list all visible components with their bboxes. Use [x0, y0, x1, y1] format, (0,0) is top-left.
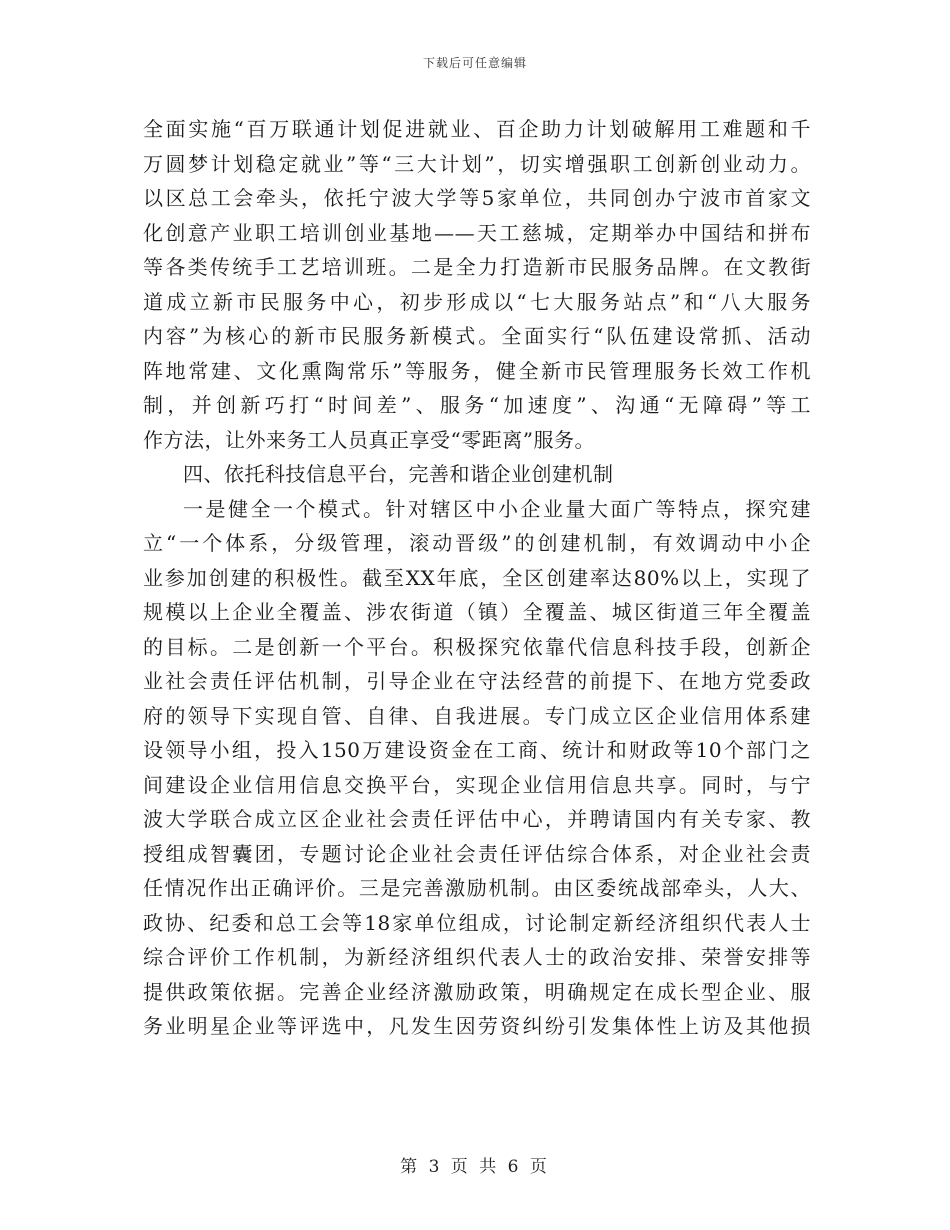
body-line: 务业明星企业等评选中，凡发生因劳资纠纷引发集体性上访及其他损 [143, 1014, 811, 1038]
body-line: 万圆梦计划稳定就业”等“三大计划”，切实增强职工创新创业动力。 [143, 151, 811, 176]
body-line: 提供政策依据。完善企业经济激励政策，明确规定在成长型企业、服 [143, 979, 811, 1004]
body-line: 等各类传统手工艺培训班。二是全力打造新市民服务品牌。在文教街 [143, 255, 811, 279]
body-line: 阵地常建、文化熏陶常乐”等服务，健全新市民管理服务长效工作机 [143, 358, 811, 383]
body-line: 规模以上企业全覆盖、涉农街道（镇）全覆盖、城区街道三年全覆盖 [143, 600, 811, 624]
body-line: 作方法，让外来务工人员真正享受“零距离”服务。 [143, 427, 595, 452]
section-heading: 四、依托科技信息平台，完善和谐企业创建机制 [183, 462, 614, 486]
body-line: 波大学联合成立区企业社会责任评估中心，并聘请国内有关专家、教 [143, 807, 811, 831]
body-line: 制，并创新巧打“时间差”、服务“加速度”、沟通“无障碍”等工 [143, 393, 811, 417]
body-line: 综合评价工作机制，为新经济组织代表人士的政治安排、荣誉安排等 [143, 945, 811, 969]
page-number: 第 3 页 共 6 页 [400, 1157, 550, 1177]
document-body [143, 112, 811, 1044]
body-line: 业参加创建的积极性。截至XX年底，全区创建率达80%以上，实现了 [143, 565, 811, 590]
body-line: 设领导小组，投入150万建设资金在工商、统计和财政等10个部门之 [143, 738, 811, 762]
body-line: 间建设企业信用信息交换平台，实现企业信用信息共享。同时，与宁 [143, 772, 811, 797]
body-line: 立“一个体系，分级管理，滚动晋级”的创建机制，有效调动中小企 [143, 531, 811, 555]
body-line: 授组成智囊团，专题讨论企业社会责任评估综合体系，对企业社会责 [143, 841, 811, 866]
body-line: 业社会责任评估机制，引导企业在守法经营的前提下、在地方党委政 [143, 669, 811, 693]
body-line: 政协、纪委和总工会等18家单位组成，讨论制定新经济组织代表人士 [143, 910, 811, 935]
page-header-note: 下载后可任意编辑 [422, 56, 527, 70]
paragraph-first-line: 一是健全一个模式。针对辖区中小企业量大面广等特点，探究建 [183, 496, 811, 521]
body-line: 以区总工会牵头，依托宁波大学等5家单位，共同创办宁波市首家文 [143, 186, 811, 210]
body-line: 任情况作出正确评价。三是完善激励机制。由区委统战部牵头，人大、 [143, 876, 811, 900]
body-line: 化创意产业职工培训创业基地——天工慈城，定期举办中国结和拼布 [143, 220, 811, 245]
body-line: 全面实施“百万联通计划促进就业、百企助力计划破解用工难题和千 [143, 117, 811, 141]
body-line: 道成立新市民服务中心，初步形成以“七大服务站点”和“八大服务 [143, 289, 811, 314]
body-line: 的目标。二是创新一个平台。积极探究依靠代信息科技手段，创新企 [143, 634, 811, 659]
body-line: 府的领导下实现自管、自律、自我进展。专门成立区企业信用体系建 [143, 703, 811, 728]
body-line: 内容”为核心的新市民服务新模式。全面实行“队伍建设常抓、活动 [143, 324, 811, 348]
